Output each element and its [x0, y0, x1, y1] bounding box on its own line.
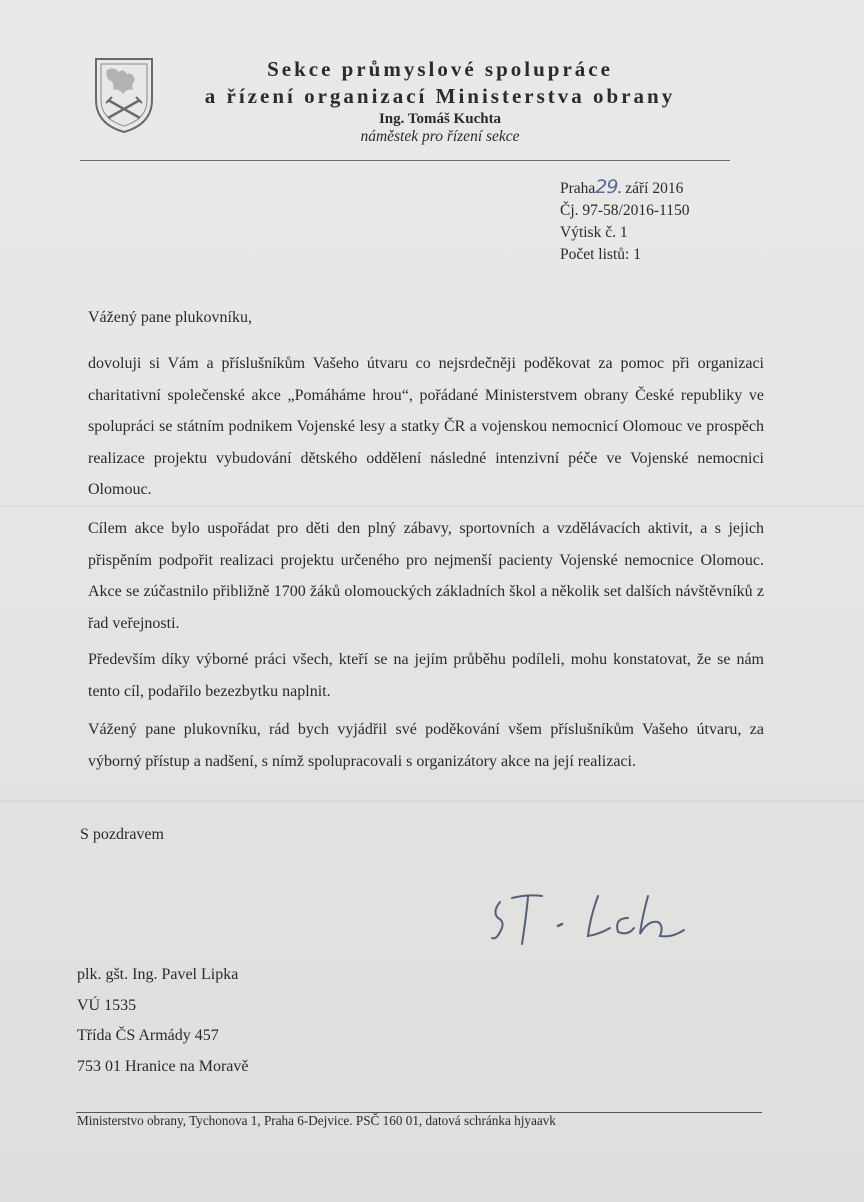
- closing: S pozdravem: [80, 826, 164, 843]
- footer-address: Ministerstvo obrany, Tychonova 1, Praha 6-Dejvice. PSČ 160 01, datová schránka hjyaavk: [77, 1113, 556, 1128]
- ministry-coat-of-arms-icon: [93, 56, 155, 134]
- copy-number: Výtisk č. 1: [560, 224, 628, 241]
- sheet-count: Počet listů: 1: [560, 246, 641, 263]
- reference-number: Čj. 97-58/2016-1150: [560, 202, 690, 219]
- organization-name-line1: Sekce průmyslové spolupráce: [267, 57, 613, 81]
- letter-paragraph: Cílem akce bylo uspořádat pro děti den plný zábavy, sportovních a vzdělávacích aktivit, a s jejich přispěním podpořit realizaci projektu určeného pro nejmenší pacienty Vojenské nemocnice Olomouc. Akce se zúčastnilo přibližně 1700 žáků olomouckých základních škol a několik set dalších návštěvníků z řad veřejnosti.: [88, 520, 764, 632]
- paper-fold: [0, 800, 864, 802]
- date-line: [560, 176, 689, 200]
- recipient-unit: VÚ 1535: [77, 996, 137, 1014]
- date-suffix: . září 2016: [617, 180, 684, 197]
- recipient-name: plk. gšt. Ing. Pavel Lipka: [77, 966, 239, 983]
- letter-paragraph: Vážený pane plukovníku, rád bych vyjádřil své poděkování všem příslušníkům Vašeho útvaru, za výborný přístup a nadšení, s nímž spolupracovali s organizátory akce na její realizaci.: [88, 721, 764, 770]
- recipient-address: [77, 960, 249, 1082]
- salutation: Vážený pane plukovníku,: [88, 309, 252, 326]
- handwritten-day: 29: [595, 176, 618, 198]
- organization-name-line2: a řízení organizací Ministerstva obrany: [204, 84, 676, 108]
- recipient-street: Třída ČS Armády 457: [77, 1027, 219, 1044]
- letter-paragraph: dovoluji si Vám a příslušníkům Vašeho útvaru co nejsrdečněji poděkovat za pomoc při organizaci charitativní společenské akce „Pomáháme hrou“, pořádané Ministerstvem obrany České republiky ve spolupráci se státním podnikem Vojenské lesy a statky ČR a vojenskou nemocnicí Olomouc ve prospěch realizace projektu vybudování dětského oddělení následné intenzivní péče ve Vojenské nemocnici Olomouc.: [88, 355, 764, 498]
- sender-name: Ing. Tomáš Kuchta: [378, 111, 502, 127]
- document-metadata: [560, 176, 689, 266]
- header-divider: [80, 160, 730, 161]
- date-prefix: Praha: [560, 180, 596, 197]
- handwritten-signature: [488, 888, 688, 958]
- sender-role: náměstek pro řízení sekce: [360, 128, 520, 145]
- recipient-city: 753 01 Hranice na Moravě: [77, 1057, 249, 1075]
- letter-paragraph: Především díky výborné práci všech, kteří se na jejím průběhu podíleli, mohu konstatovat, že se nám tento cíl, podařilo bezezbytku naplnit.: [88, 651, 764, 700]
